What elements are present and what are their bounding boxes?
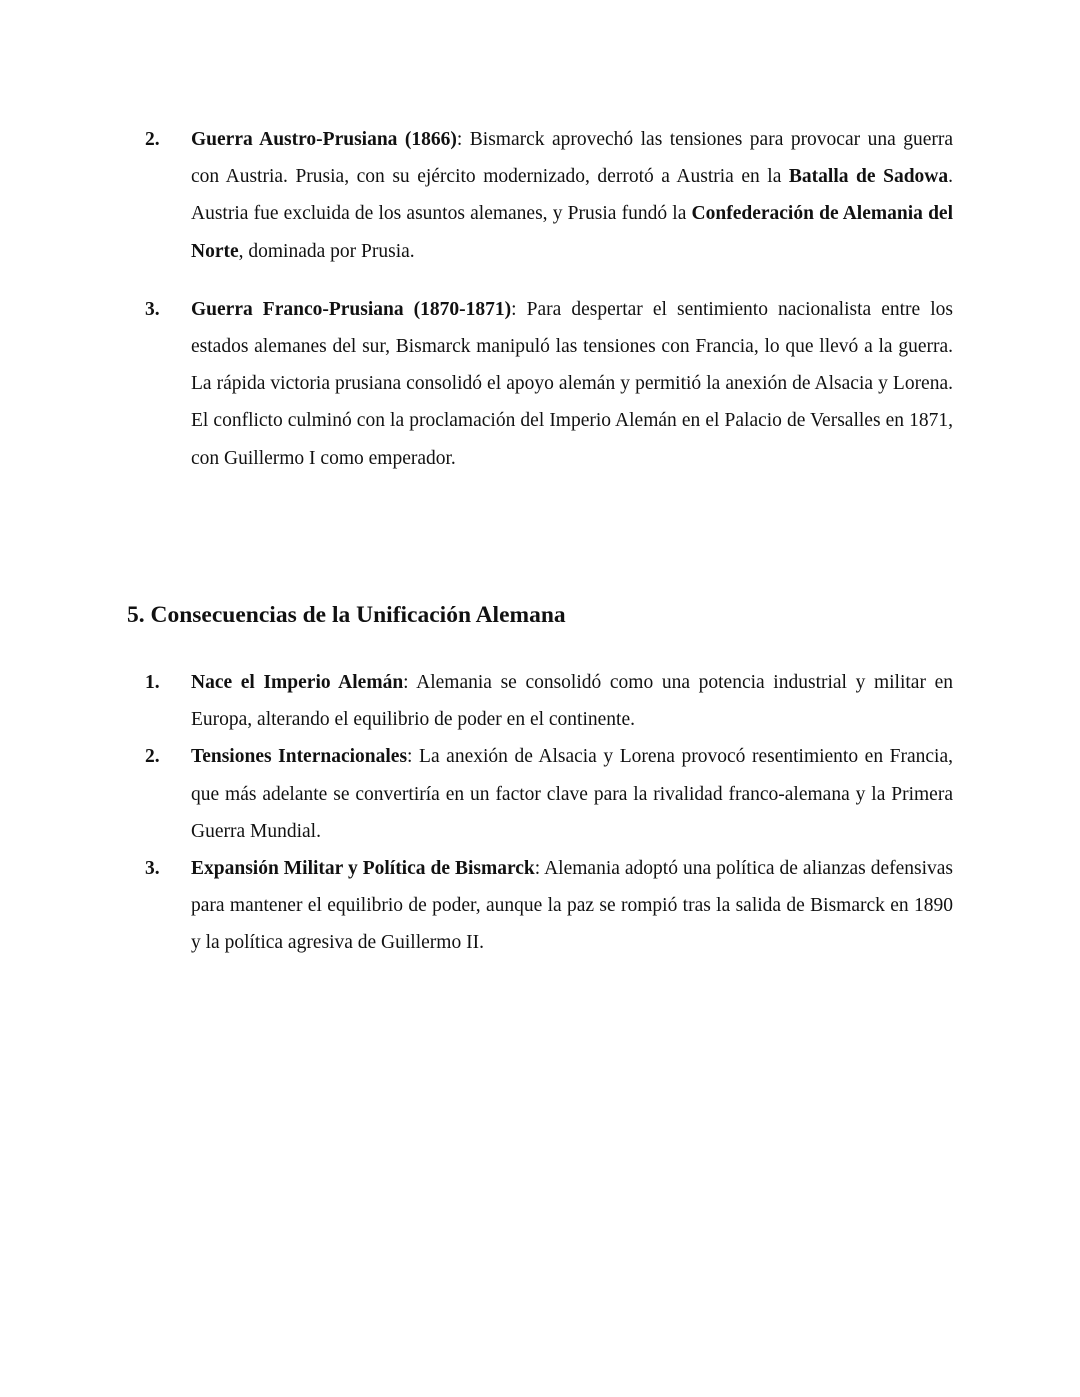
item-text: : Alemania se consolidó como una potencia industrial y militar en Europa, alterando el equilibrio de poder en el continente. (191, 672, 953, 731)
item-title: Guerra Franco-Prusiana (1870-1871) (191, 298, 512, 320)
item-text: : La anexión de Alsacia y Lorena provocó resentimiento en Francia, que más adelante se convertiría en un factor clave para la rivalidad franco-alemana y la Primera Guerra Mundial. (191, 746, 953, 842)
item-title: Guerra Austro-Prusiana (1866) (191, 129, 457, 150)
list-item-international-tensions (145, 738, 953, 850)
item-text: . Austria fue excluida de los asuntos alemanes, y Prusia fundó la (191, 166, 953, 225)
item-emphasis: Batalla de Sadowa (788, 166, 949, 188)
list-item-austro-prussian-war (145, 121, 953, 270)
item-text: : Bismarck aprovechó las tensiones para provocar una guerra con Austria. Prusia, con su ejército modernizado, derrotó a Austria en la (191, 129, 953, 188)
item-text: : Para despertar el sentimiento nacionalista entre los estados alemanes del sur, Bismarck manipuló las tensiones con Francia, lo que llevó a la guerra. La rápida victoria prusiana consolidó el apoyo alemán y permitió la anexión de Alsacia y Lorena. El conflicto culminó con la proclamación del Imperio Alemán en el Palacio de Versalles en 1871, con Guillermo I como emperador. (191, 298, 953, 469)
list-number: 1. (145, 672, 160, 693)
item-title: Expansión Militar y Política de Bismarck (191, 858, 535, 880)
item-text: , dominada por Prusia. (238, 240, 415, 262)
unification-wars-list (145, 121, 953, 477)
consequences-list (145, 664, 953, 962)
list-number: 2. (145, 129, 160, 150)
item-title: Nace el Imperio Alemán (191, 672, 404, 693)
list-item-military-expansion (145, 850, 953, 962)
list-item-franco-prussian-war (145, 291, 953, 477)
section-heading: 5. Consecuencias de la Unificación Alemana (127, 602, 566, 628)
list-number: 2. (145, 746, 160, 768)
list-number: 3. (145, 298, 160, 320)
list-number: 3. (145, 858, 160, 880)
item-title: Tensiones Internacionales (191, 746, 408, 768)
item-text: : Alemania adoptó una política de alianzas defensivas para mantener el equilibrio de poder, aunque la paz se rompió tras la salida de Bismarck en 1890 y la política agresiva de Guillermo II. (191, 858, 953, 954)
item-emphasis: Confederación de Alemania del Norte (191, 203, 953, 262)
list-item-german-empire (145, 664, 953, 738)
